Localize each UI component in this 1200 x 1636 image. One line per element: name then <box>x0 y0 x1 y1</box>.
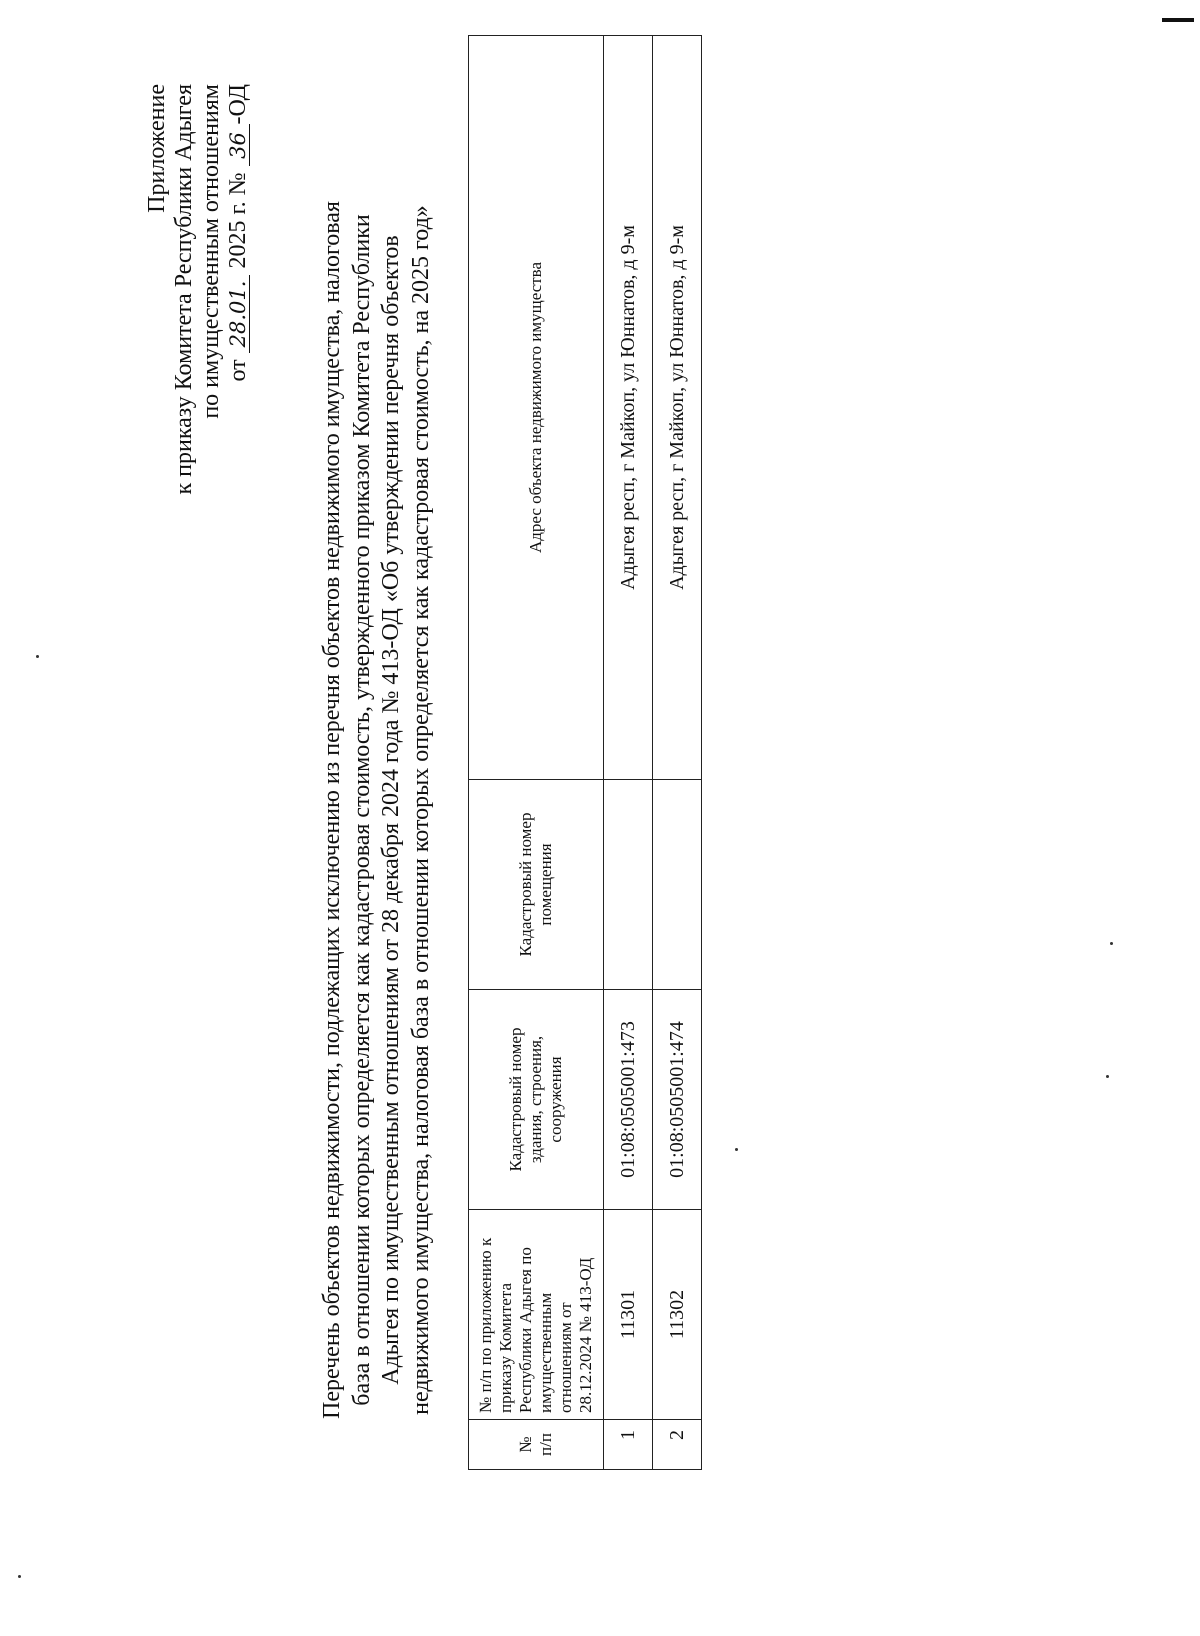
appendix-label: Приложение <box>144 84 170 213</box>
title-line-4: недвижимого имущества, налоговая база в отношении которых определяется как кадастровая стоимость, на 2025 год» <box>407 205 434 1415</box>
appendix-date-line <box>225 84 252 784</box>
header-room-cadastral: Кадастровый номер помещения <box>469 780 604 990</box>
number-suffix: -ОД <box>225 84 251 125</box>
header-address: Адрес объекта недвижимого имущества <box>469 36 604 780</box>
scan-speck <box>1110 942 1113 945</box>
row-number: 2 <box>653 1420 702 1470</box>
appendix-committee-line: по имущественным отношениям <box>198 84 224 419</box>
row-building-cadastral: 01:08:0505001:474 <box>653 990 702 1210</box>
row-number: 1 <box>604 1420 653 1470</box>
handwritten-date: 28.01. <box>227 275 250 354</box>
table-row <box>653 36 702 1470</box>
year-text: 2025 г. № <box>225 172 251 269</box>
row-address: Адыгея респ, г Майкоп, ул Юннатов, д 9-м <box>653 36 702 780</box>
header-appendix-number: № п/п по приложению к приказу Комитета Республики Адыгея по имущественным отношениям от 28.12.2024 № 413-ОД <box>469 1210 604 1420</box>
row-appendix-number: 11302 <box>653 1210 702 1420</box>
document-title <box>318 128 436 1492</box>
handwritten-number: 36 <box>227 125 250 167</box>
table-header-row <box>469 36 604 1470</box>
header-building-cadastral: Кадастровый номер здания, строения, сооружения <box>469 990 604 1210</box>
header-row-number: № п/п <box>469 1420 604 1470</box>
rotated-document-page <box>0 20 1110 1600</box>
properties-table <box>468 35 702 1470</box>
row-address: Адыгея респ, г Майкоп, ул Юннатов, д 9-м <box>604 36 653 780</box>
appendix-header <box>144 84 252 784</box>
scan-edge-mark <box>1162 18 1194 22</box>
row-room-cadastral <box>653 780 702 990</box>
title-line-2: база в отношении которых определяется как кадастровая стоимость, утвержденного приказом Комитета Республики <box>348 214 375 1406</box>
title-line-3: Адыгея по имущественным отношениям от 28 декабря 2024 года № 413-ОД «Об утверждении перечня объектов <box>378 235 404 1385</box>
row-appendix-number: 11301 <box>604 1210 653 1420</box>
from-prefix: от <box>225 359 251 382</box>
table-row <box>604 36 653 1470</box>
title-line-1: Перечень объектов недвижимости, подлежащих исключению из перечня объектов недвижимого имущества, налоговая <box>319 201 345 1419</box>
row-building-cadastral: 01:08:0505001:473 <box>604 990 653 1210</box>
appendix-order-line: к приказу Комитета Республики Адыгея <box>171 84 197 495</box>
row-room-cadastral <box>604 780 653 990</box>
